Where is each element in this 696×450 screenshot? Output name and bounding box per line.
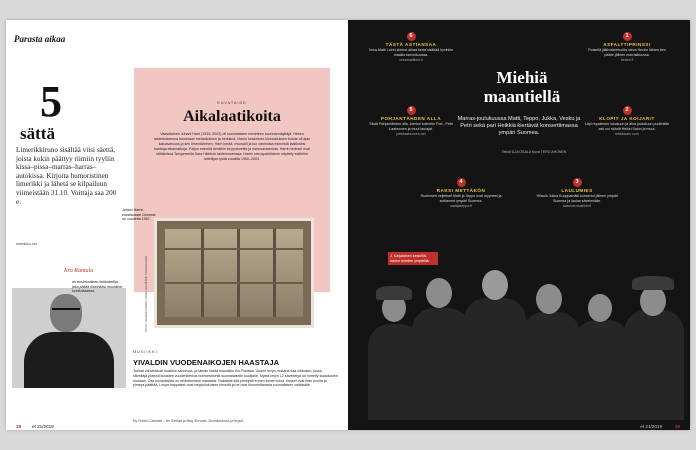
tour-web: mattijateppo.fi — [449, 204, 473, 209]
tour-item — [418, 178, 504, 208]
tour-number: 3 — [573, 178, 582, 187]
tour-web: petrilaaksonen.net — [396, 132, 426, 137]
tour-title: RAKSI METTÄKÖN — [436, 188, 486, 193]
exhibit-body: Vaasalainen Juhani Harri (1939–2003) oli suomalaisen esineteen suunnannäyttäjä. Hänen taideteoksensa tunnetaan melankolisen ja herkkinä. Harrin keskeinen kiinnostuksen kohde oli ajan katoavaisuus ja sen ilmentäminen. Harri kerää, muovaili ja luo vanhoista esineistä laatikoiksi koottuja aikamatkoja. Paljon esineitä kerättiin kirpputoreilta ja romuvarastoista. Harrin teokset ovat nähtävissä Tampereella Sara Hildénin taidemuseossa. Harrin retrospektiivinen näyttely esittelee taiteilijan työtä vuosilta 1960–2003. — [153, 132, 311, 161]
tour-web: hector.fi — [620, 58, 634, 63]
tour-body: Ylilaulo Jukka Kuoppamäki konsertoi jälleen ympäri Suomea ja laulaa sävelmiään. — [536, 194, 618, 203]
handwritten-name: Iiro Rantala — [64, 268, 94, 274]
portrait-caption: on ensimmäinen kotikokeilija, joka pistää oikeinkäsi muusikon sovitustaanna. — [72, 280, 123, 294]
page-number-right: 19 — [674, 424, 680, 429]
tour-item — [584, 106, 670, 136]
band-photo — [368, 260, 690, 420]
magazine-spread — [6, 20, 690, 430]
page-number-left: 18 — [16, 424, 22, 429]
tour-number: 2 — [623, 106, 632, 115]
exhibit-title: Aikalaatikoita — [183, 108, 281, 125]
feature-title: Miehiä maantiellä — [483, 68, 561, 106]
mag-issue-left: et 21/2019 — [32, 424, 54, 429]
portrait-torso — [24, 332, 114, 388]
feature-subtitle: Marras-joulukuussa Matti, Teppo, Jukka, Vesku ja Petri sekä pari Heikkiä kiertävät konserttimassa ympäri Suomea. — [457, 116, 581, 136]
tour-number: 5 — [407, 106, 416, 115]
feature-credit: Teksti ILJA OSALA Kuva TERO AHONEN — [501, 150, 567, 154]
artwork-photo — [154, 218, 314, 328]
band-photo-caption: J. Karjalainen keskellä, hänen ilmeilee ympärillä. — [388, 252, 438, 265]
tour-item — [368, 32, 454, 62]
music-title: YIVALDIN VUODENAIKOJEN HAASTAJA — [133, 358, 280, 367]
tour-body: Läpi repaleisen lokakuun ja aina joulukuun puoliväliin asti voi nähdä Heikki Salon ja muut. — [584, 122, 670, 131]
tour-title: TÄSTÄ ASTIANSAA — [385, 42, 437, 47]
right-page — [348, 20, 690, 430]
mag-issue-right: et 21/2019 — [640, 424, 662, 429]
tour-number: 4 — [457, 178, 466, 187]
section-title: Parasta aikaa — [14, 34, 66, 44]
tour-body: Tästä Pohjantähden alla -kiertue kolmelle Pori-, Petri Laaksonen ja muut laulajat. — [369, 122, 453, 131]
tour-web: scannermusiikki.fi — [562, 204, 592, 209]
tour-number: 6 — [407, 32, 416, 41]
five-text: Limerikkiruno sisältää viisi säettä, joista kukin päättyy riimiin tyyliin kissa–pissa–marras–harras–autokissa. Kirjoita humoristinen limerikki ja lähetä se kilpailuun viimeistään 31.10. Voittaja saa 200 e. — [16, 146, 117, 206]
music-body: Tarinat vahvistavat musiikin sanomaa, ja tämän tietää muusikko Iiro Rantala. Uuden levyn mukana saa vihkosen, jossa säveltäjä-pianisti kuvailee vuodenkiertoa humoristisesti suomalaiselle kuulijalle. Mystä levyn 12 säveltetyä on nimetty kuukausien mukaan. Osa kuvauksista on ehdottomasti maaraksi. Rakastat sitä pimeyttä ennen lumen tuloa. Ilmiset ovat ihan puolla ja pimeys päättää. Levyn kappaleet ovat helppolukuisen keveitä ja ne ovat kuunneltavissa suomalaisen valittaville. — [133, 369, 338, 388]
tour-item — [584, 32, 670, 62]
tour-body: Ruisellä jälkiviskiertuella oleva Hector lähtee tien päälle jälleen marraskuussa. — [588, 48, 666, 57]
artwork-side-caption: Juhani Harrin esinekoaste Genesis on vuodelta 1967. — [122, 208, 156, 222]
tour-number: 1 — [623, 32, 632, 41]
tour-title: LAULUMIES — [561, 188, 593, 193]
five-number: 5 — [40, 77, 62, 126]
artwork-interior — [165, 229, 303, 317]
musician-portrait — [12, 288, 126, 388]
tour-body: Vesa-Matti Loirin kiertue alkaa kerta sisältää hyvinkin maaliin tammikuussa. — [368, 48, 454, 57]
tour-title: POHJANTÄHDEN ALLA — [380, 116, 442, 121]
tour-web: heikkisalo.com — [615, 132, 639, 137]
tour-web: vesamattiloiri.fi — [399, 58, 423, 63]
tour-item — [534, 178, 620, 208]
tour-title: KLOPIT JA KOIJARIT — [599, 116, 655, 121]
portrait-glasses — [52, 308, 80, 315]
artwork-photo-credit: KUVA: JUHANI HARRI / SARA HILDÉNIN TAIDEMUSEO — [144, 255, 148, 332]
five-credit: iammikuu.net — [16, 242, 37, 246]
five-word: sättä — [20, 124, 55, 143]
tour-item — [368, 106, 454, 136]
tour-body: Ruohosen veljekset Matti ja Teppo ovat myyneet ja soittaneet ympäri Suomea. — [420, 194, 502, 203]
left-page — [6, 20, 348, 430]
tour-title: ASFALTTIPRINSSI — [603, 42, 651, 47]
music-tag: MUSIIKKI — [133, 350, 158, 354]
music-credit: My Finnish Calendar – Iiro Rantala ja Berg Riccardo. Suoratoistossa ja levynä. — [133, 419, 244, 423]
exhibit-tag: KUVATAIDE — [217, 101, 247, 105]
